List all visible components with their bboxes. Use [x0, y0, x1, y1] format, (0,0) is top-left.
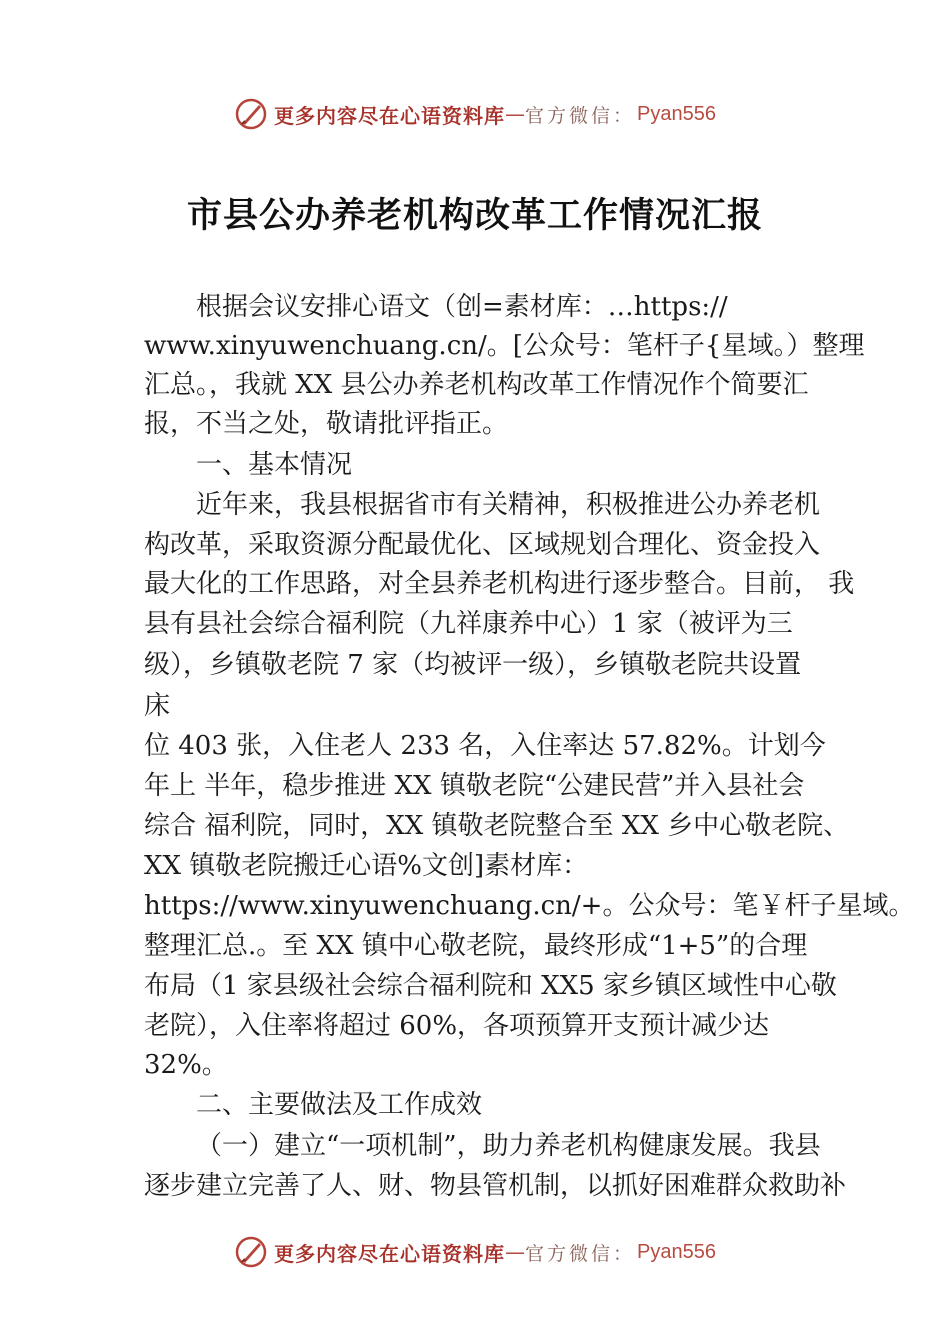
- body-line: 汇总。，我就 XX 县公办养老机构改革工作情况作个简要汇: [144, 370, 809, 400]
- body-line: 床: [144, 691, 171, 721]
- body-line: （一）建立“一项机制”，助力养老机构健康发展。我县: [196, 1131, 821, 1161]
- watermark-handle: Pyan556: [637, 1240, 716, 1263]
- body-line: 整理汇总.。至 XX 镇中心敬老院，最终形成“1+5”的合理: [144, 931, 808, 961]
- watermark-handle: Pyan556: [637, 102, 716, 125]
- section-heading: 一、基本情况: [196, 450, 353, 480]
- section-heading: 二、主要做法及工作成效: [196, 1090, 483, 1120]
- body-line: 布局（1 家县级社会综合福利院和 XX5 家乡镇区域性中心敬: [144, 971, 837, 1001]
- body-line: 综合 福利院，同时，XX 镇敬老院整合至 XX 乡中心敬老院、: [144, 811, 850, 841]
- body-line: 老院），入住率将超过 60%，各项预算开支预计减少达: [144, 1011, 770, 1041]
- body-line: 县有县社会综合福利院（九祥康养中心）1 家（被评为三: [144, 609, 793, 639]
- body-line: 位 403 张，入住老人 233 名，入住率达 57.82%。计划今: [144, 731, 826, 761]
- body-line: 构改革，采取资源分配最优化、区域规划合理化、资金投入: [144, 530, 821, 560]
- body-line: www.xinyuwenchuang.cn/。[公众号：笔杆子{星域。）整理: [144, 331, 865, 361]
- watermark-wechat-label: 官方微信：: [525, 104, 636, 127]
- watermark-separator: —: [505, 1240, 525, 1264]
- footer-watermark: [0, 1232, 950, 1272]
- body-line: 近年来，我县根据省市有关精神，积极推进公办养老机: [196, 490, 821, 520]
- body-line: 根据会议安排心语文（创=素材库：…https://: [196, 292, 728, 322]
- watermark-separator: —: [505, 102, 525, 126]
- quill-logo-icon: [234, 1235, 268, 1269]
- document-title: 市县公办养老机构改革工作情况汇报: [186, 195, 763, 236]
- watermark-brand: 更多内容尽在心语资料库: [274, 1241, 505, 1266]
- watermark-brand: 更多内容尽在心语资料库: [274, 103, 505, 128]
- header-watermark: [0, 94, 950, 134]
- body-line: https://www.xinyuwenchuang.cn/+。公众号：笔￥杆子星域。: [144, 891, 915, 921]
- body-line: 级），乡镇敬老院 7 家（均被评一级），乡镇敬老院共设置: [144, 650, 802, 680]
- quill-logo-icon: [234, 97, 268, 131]
- body-line: 逐步建立完善了人、财、物县管机制，以抓好困难群众救助补: [144, 1171, 847, 1201]
- body-line: 32%。: [144, 1050, 228, 1080]
- body-line: 报，不当之处，敬请批评指正。: [144, 409, 509, 439]
- body-line: 最大化的工作思路，对全县养老机构进行逐步整合。目前， 我: [144, 569, 855, 599]
- watermark-wechat-label: 官方微信：: [525, 1242, 636, 1265]
- body-line: XX 镇敬老院搬迁心语%文创]素材库：: [144, 851, 589, 881]
- body-line: 年上 半年，稳步推进 XX 镇敬老院“公建民营”并入县社会: [144, 771, 805, 801]
